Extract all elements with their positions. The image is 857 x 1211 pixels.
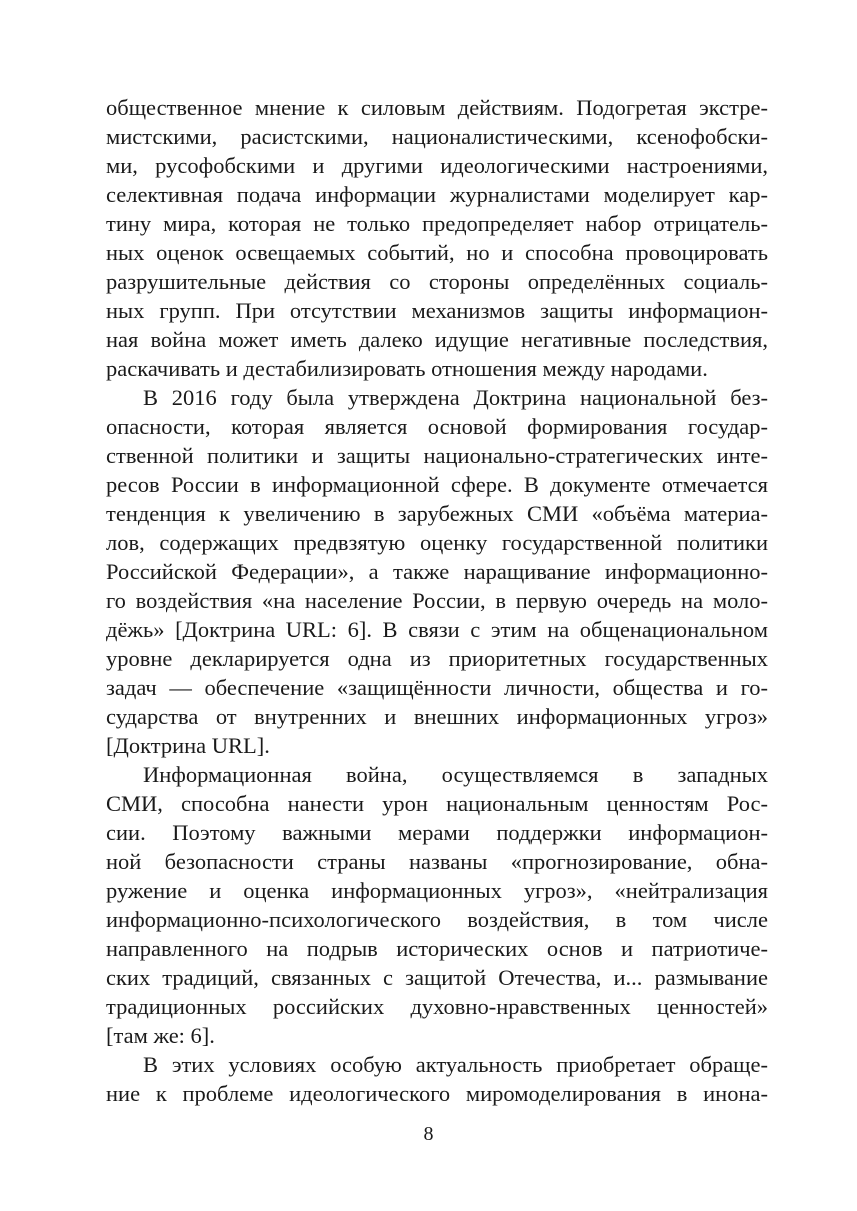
text-line: селективная подача информации журналистами моделирует кар- xyxy=(106,182,768,207)
text-line: ственной политики и защиты национально-стратегических инте- xyxy=(106,443,768,468)
text-line: направленного на подрыв исторических основ и патриотиче- xyxy=(106,936,768,961)
text-line: го воздействия «на население России, в первую очередь на моло- xyxy=(106,588,768,613)
text-line: тину мира, которая не только предопределяет набор отрицатель- xyxy=(106,211,768,236)
text-line: тенденция к увеличению в зарубежных СМИ «объёма материа- xyxy=(106,501,768,526)
paragraph xyxy=(106,93,768,383)
text-line: задач — обеспечение «защищённости личности, общества и го- xyxy=(106,675,768,700)
text-line: ной безопасности страны названы «прогнозирование, обна- xyxy=(106,849,768,874)
text-line: дёжь» [Доктрина URL: 6]. В связи с этим на общенациональном xyxy=(106,617,768,642)
text-line: СМИ, способна нанести урон национальным ценностям Рос- xyxy=(106,791,768,816)
text-line: сии. Поэтому важными мерами поддержки информацион- xyxy=(106,820,768,845)
text-line: В этих условиях особую актуальность приобретает обраще- xyxy=(143,1052,768,1077)
text-line: ских традиций, связанных с защитой Отечества, и... размывание xyxy=(106,965,768,990)
text-line: ресов России в информационной сфере. В документе отмечается xyxy=(106,472,768,497)
text-line: опасности, которая является основой формирования государ- xyxy=(106,414,768,439)
page-body xyxy=(106,93,768,1108)
page-number: 8 xyxy=(423,1123,434,1145)
text-line: [там же: 6]. xyxy=(106,1023,215,1048)
text-block xyxy=(106,93,768,1108)
text-line: общественное мнение к силовым действиям. Подогретая экстре- xyxy=(106,95,768,120)
text-line: уровне декларируется одна из приоритетных государственных xyxy=(106,646,768,671)
paragraph xyxy=(106,760,768,1050)
text-line: раскачивать и дестабилизировать отношения между народами. xyxy=(106,356,708,381)
text-line: разрушительные действия со стороны определённых социаль- xyxy=(106,269,768,294)
text-line: информационно-психологического воздействия, в том числе xyxy=(106,907,768,932)
text-line: ная война может иметь далеко идущие негативные последствия, xyxy=(106,327,768,352)
text-line: ми, русофобскими и другими идеологическими настроениями, xyxy=(106,153,768,178)
text-line: лов, содержащих предвзятую оценку государственной политики xyxy=(106,530,768,555)
text-line: Информационная война, осуществляемся в западных xyxy=(143,762,768,787)
text-line: сударства от внутренних и внешних информационных угроз» xyxy=(106,704,768,729)
text-line: В 2016 году была утверждена Доктрина национальной без- xyxy=(143,385,768,410)
text-line: традиционных российских духовно-нравственных ценностей» xyxy=(106,994,768,1019)
text-line: [Доктрина URL]. xyxy=(106,733,270,758)
paragraph xyxy=(106,383,768,760)
text-line: мистскими, расистскими, националистическими, ксенофобски- xyxy=(106,124,768,149)
text-line: Российской Федерации», а также наращивание информационно- xyxy=(106,559,768,584)
text-line: ных групп. При отсутствии механизмов защиты информацион- xyxy=(106,298,768,323)
paragraph xyxy=(106,1050,768,1108)
text-line: ных оценок освещаемых событий, но и способна провоцировать xyxy=(106,240,768,265)
text-line: ружение и оценка информационных угроз», «нейтрализация xyxy=(106,878,768,903)
text-line: ние к проблеме идеологического миромоделирования в инона- xyxy=(106,1081,768,1106)
